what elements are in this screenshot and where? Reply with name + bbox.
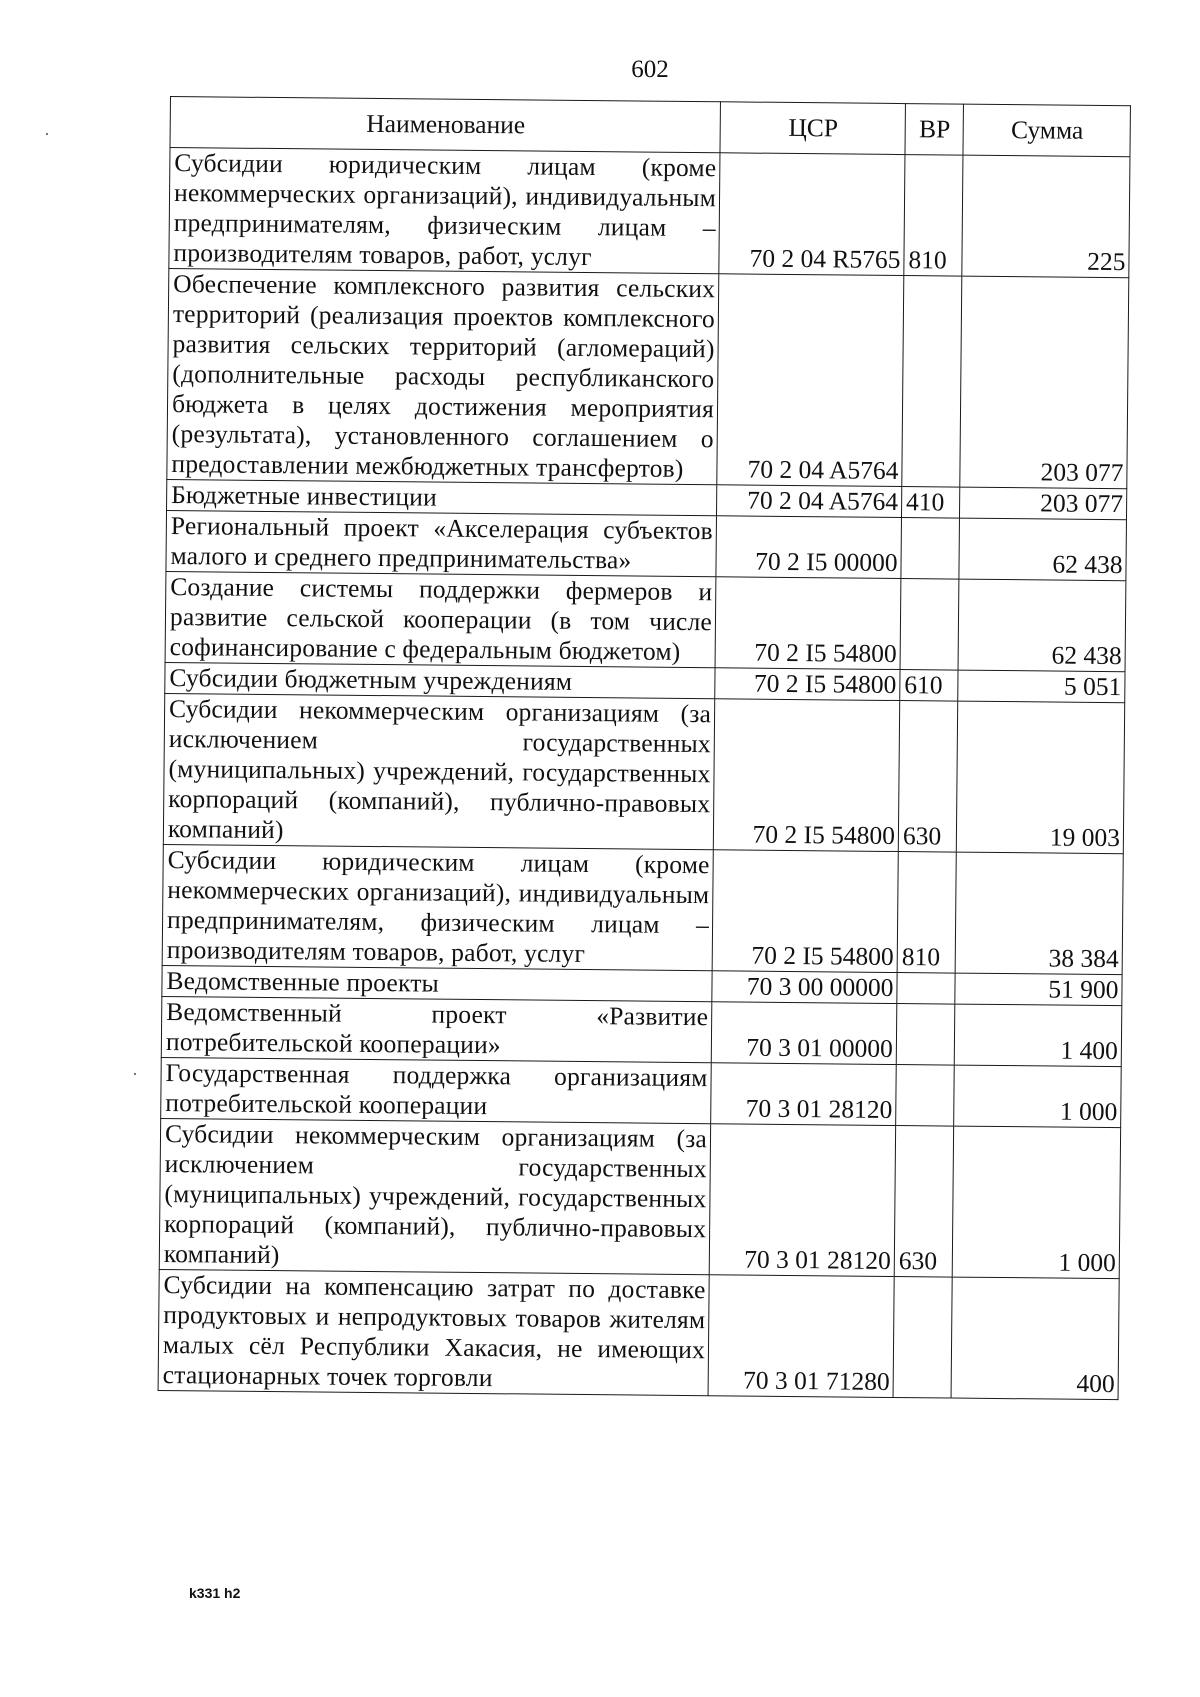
row-sum-cell: 203 077 <box>960 276 1129 489</box>
table-row <box>161 1057 1122 1127</box>
row-vr-cell: 630 <box>898 701 957 853</box>
row-csr-cell: 70 3 01 28120 <box>711 1063 897 1126</box>
budget-table <box>158 96 1131 1400</box>
column-header-csr: ЦСР <box>720 102 905 155</box>
row-sum-cell: 1 000 <box>954 1065 1122 1128</box>
row-vr-cell <box>896 1004 955 1066</box>
table-header-row <box>170 97 1130 157</box>
row-csr-cell: 70 2 I5 54800 <box>715 668 900 701</box>
row-vr-cell <box>893 1277 952 1399</box>
row-vr-cell: 810 <box>904 155 963 277</box>
row-csr-cell: 70 2 I5 54800 <box>713 699 899 852</box>
row-sum-cell: 62 438 <box>959 518 1127 581</box>
table-row <box>166 510 1127 580</box>
row-sum-cell: 62 438 <box>958 579 1126 672</box>
row-name-cell: Обеспечение комплексного развития сельских территорий (реализация проектов комплексного развития сельских территорий (агломераций) (дополнительные расходы республиканского бюджета в целях достижения мероприятия (результата), установленного соглашением о предоставлении межбюджетных трансфертов) <box>167 268 719 484</box>
row-name-cell: Субсидии некоммерческим организациям (за исключением государственных (муниципальных) учреждений, государственных корпораций (компаний), публично-правовых компаний) <box>163 693 714 849</box>
row-name-cell: Региональный проект «Акселерация субъектов малого и среднего предпринимательства» <box>166 510 717 576</box>
row-sum-cell: 1 400 <box>954 1004 1122 1067</box>
column-header-vr: ВР <box>905 104 963 156</box>
table-row <box>169 148 1130 278</box>
footer-code: k331 h2 <box>189 1585 241 1601</box>
row-sum-cell: 51 900 <box>955 973 1122 1006</box>
row-name-cell: Ведомственный проект «Развитие потребительской кооперации» <box>161 996 712 1062</box>
row-sum-cell: 19 003 <box>956 701 1124 854</box>
scan-speck <box>134 1073 136 1075</box>
row-vr-cell <box>902 276 962 488</box>
row-vr-cell <box>896 1065 955 1127</box>
row-csr-cell: 70 2 04 A5764 <box>716 485 901 518</box>
table-row <box>167 268 1129 488</box>
table-row <box>163 693 1124 853</box>
row-csr-cell: 70 3 01 00000 <box>711 1002 897 1065</box>
column-header-sum: Сумма <box>963 104 1130 157</box>
row-name-cell: Бюджетные инвестиции <box>167 479 717 515</box>
row-name-cell: Государственная поддержка организациям потребительской кооперации <box>161 1057 712 1123</box>
row-vr-cell: 630 <box>894 1126 953 1278</box>
row-csr-cell: 70 3 00 00000 <box>712 971 897 1004</box>
table-row <box>161 996 1122 1066</box>
table-row <box>159 1118 1120 1278</box>
row-csr-cell: 70 3 01 28120 <box>709 1124 895 1277</box>
budget-sheet <box>158 96 1131 1400</box>
column-header-name: Наименование <box>170 97 720 153</box>
row-name-cell: Субсидии юридическим лицам (кроме некоммерческих организаций), индивидуальным предпринимателям, физическим лицам – производителям товаров, работ, услуг <box>169 148 720 274</box>
row-name-cell: Субсидии некоммерческим организациям (за исключением государственных (муниципальных) учреждений, государственных корпораций (компаний), публично-правовых компаний) <box>159 1118 710 1274</box>
row-vr-cell <box>897 973 955 1005</box>
table-row <box>158 1269 1119 1399</box>
row-csr-cell: 70 2 04 R5765 <box>719 153 905 276</box>
row-sum-cell: 38 384 <box>955 852 1123 975</box>
row-name-cell: Субсидии на компенсацию затрат по доставке продуктовых и непродуктовых товаров жителям малых сёл Республики Хакасия, не имеющих стационарных точек торговли <box>158 1269 709 1395</box>
row-vr-cell: 810 <box>897 852 956 974</box>
row-vr-cell <box>900 579 959 671</box>
row-vr-cell: 410 <box>901 487 959 519</box>
row-sum-cell: 1 000 <box>952 1126 1120 1279</box>
row-name-cell: Создание системы поддержки фермеров и развитие сельской кооперации (в том числе софинансирование с федеральным бюджетом) <box>165 571 716 667</box>
row-vr-cell: 610 <box>900 670 958 702</box>
row-csr-cell: 70 2 I5 54800 <box>712 850 898 973</box>
row-vr-cell <box>901 518 960 580</box>
row-sum-cell: 225 <box>962 155 1130 278</box>
row-csr-cell: 70 2 I5 54800 <box>715 577 901 670</box>
row-csr-cell: 70 2 I5 00000 <box>716 516 902 579</box>
row-sum-cell: 400 <box>951 1277 1119 1400</box>
row-name-cell: Субсидии бюджетным учреждениям <box>165 662 715 698</box>
row-name-cell: Ведомственные проекты <box>162 965 712 1001</box>
row-csr-cell: 70 3 01 71280 <box>708 1275 894 1398</box>
table-row <box>165 571 1126 671</box>
row-sum-cell: 203 077 <box>959 487 1126 520</box>
row-name-cell: Субсидии юридическим лицам (кроме некоммерческих организаций), индивидуальным предпринимателям, физическим лицам – производителям товаров, работ, услуг <box>162 844 713 970</box>
scan-speck <box>46 133 48 135</box>
row-sum-cell: 5 051 <box>958 670 1125 703</box>
page-number: 602 <box>631 56 669 83</box>
table-row <box>162 844 1123 974</box>
row-csr-cell: 70 2 04 A5764 <box>717 274 904 487</box>
